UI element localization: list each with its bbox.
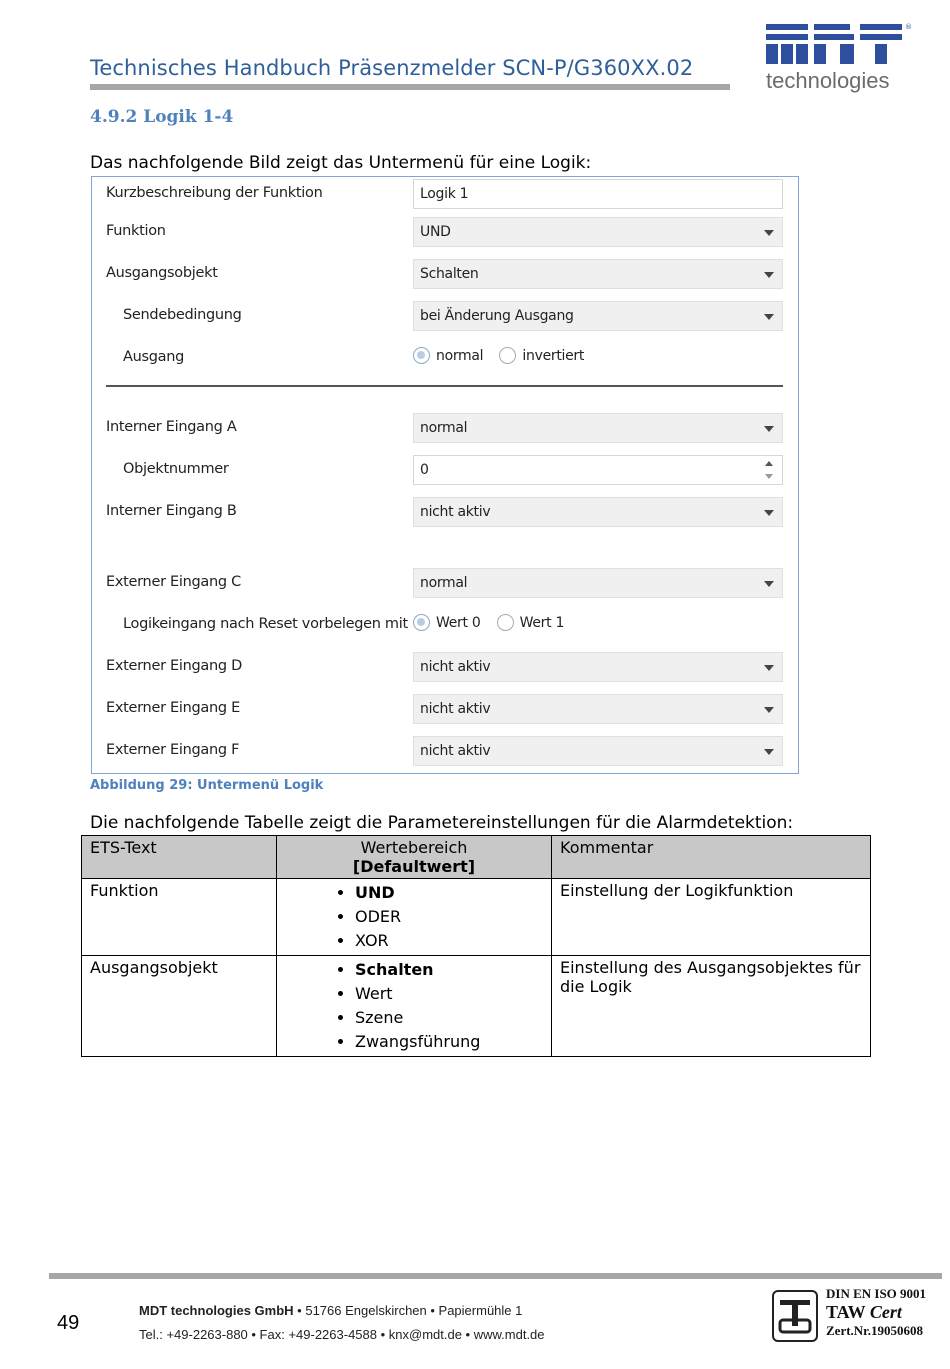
- field-value: nicht aktiv: [420, 701, 491, 717]
- spin-up-icon[interactable]: [765, 461, 773, 466]
- logic-submenu-screenshot: [91, 176, 799, 774]
- cert-line2: [826, 1302, 926, 1323]
- param-row: [92, 610, 798, 640]
- internal-input-a-select[interactable]: [413, 413, 783, 443]
- external-input-c-select[interactable]: [413, 568, 783, 598]
- send-condition-select[interactable]: [413, 301, 783, 331]
- cert-line1: DIN EN ISO 9001: [826, 1286, 927, 1301]
- field-value: Schalten: [420, 266, 479, 282]
- param-row: [92, 301, 798, 331]
- field-value: Logik 1: [420, 186, 469, 202]
- radio-value-1[interactable]: [497, 614, 514, 631]
- param-label: Ausgang: [123, 349, 185, 365]
- object-number-stepper[interactable]: [413, 455, 783, 485]
- param-label: Objektnummer: [123, 461, 229, 477]
- svg-text:®: ®: [905, 23, 912, 31]
- parameter-table: [81, 835, 871, 1057]
- param-row: [92, 694, 798, 724]
- chevron-down-icon: [764, 707, 774, 713]
- chevron-down-icon: [764, 749, 774, 755]
- list-item: • Schalten: [355, 958, 543, 982]
- cert-cert: Cert: [869, 1302, 902, 1322]
- radio-label: normal: [436, 347, 484, 364]
- chevron-down-icon: [764, 665, 774, 671]
- header-value-range-line2: [Defaultwert]: [352, 857, 476, 876]
- param-row: [92, 497, 798, 527]
- param-row: [92, 179, 798, 209]
- param-label: Funktion: [106, 223, 166, 239]
- field-value: normal: [420, 575, 468, 591]
- field-value: 0: [420, 462, 429, 478]
- radio-normal[interactable]: [413, 347, 430, 364]
- function-select[interactable]: [413, 217, 783, 247]
- header-value-range: [277, 836, 552, 879]
- field-value: UND: [420, 224, 451, 240]
- footer-company: MDT technologies GmbH: [139, 1303, 294, 1318]
- header-comment: Kommentar: [552, 836, 871, 879]
- param-row: [92, 217, 798, 247]
- chevron-down-icon: [764, 510, 774, 516]
- chevron-down-icon: [764, 581, 774, 587]
- table-header-row: [82, 836, 871, 879]
- document-title: Technisches Handbuch Präsenzmelder SCN-P/G360XX.02: [90, 56, 694, 80]
- field-value: nicht aktiv: [420, 659, 491, 675]
- intro-text: Das nachfolgende Bild zeigt das Untermenü für eine Logik:: [90, 153, 592, 173]
- param-label: Sendebedingung: [123, 307, 242, 323]
- param-row: [92, 568, 798, 598]
- param-label: Interner Eingang B: [106, 503, 237, 519]
- param-label: Interner Eingang A: [106, 419, 237, 435]
- list-item: • Wert: [355, 982, 543, 1006]
- chevron-down-icon: [764, 426, 774, 432]
- param-row: [92, 736, 798, 766]
- param-row: [92, 652, 798, 682]
- internal-input-b-select[interactable]: [413, 497, 783, 527]
- param-row: [92, 259, 798, 289]
- external-input-d-select[interactable]: [413, 652, 783, 682]
- param-label: Logikeingang nach Reset vorbelegen mit: [123, 616, 408, 632]
- radio-label: invertiert: [522, 347, 585, 364]
- radio-label: Wert 1: [519, 614, 565, 631]
- field-value: nicht aktiv: [420, 504, 491, 520]
- cell-ets-text: Funktion: [82, 879, 277, 956]
- cell-options: [277, 879, 552, 956]
- footer-contact: Tel.: +49-2263-880 • Fax: +49-2263-4588 • knx@mdt.de • www.mdt.de: [139, 1327, 545, 1342]
- header-ets-text: ETS-Text: [82, 836, 277, 879]
- cell-options: [277, 956, 552, 1057]
- logo-wordmark: technologies: [766, 68, 890, 93]
- footer-rule: [49, 1273, 942, 1279]
- cell-comment: Einstellung der Logikfunktion: [552, 879, 871, 956]
- taw-cert-logo-icon: [772, 1290, 818, 1342]
- list-item: • ODER: [355, 905, 543, 929]
- cell-comment: Einstellung des Ausgangsobjektes für die Logik: [552, 956, 871, 1057]
- list-item: • UND: [355, 881, 543, 905]
- chevron-down-icon: [764, 272, 774, 278]
- list-item: • Zwangsführung: [355, 1030, 543, 1054]
- page-number: 49: [57, 1312, 80, 1334]
- param-label: Ausgangsobjekt: [106, 265, 218, 281]
- radio-label: Wert 0: [436, 614, 481, 631]
- param-label: Externer Eingang D: [106, 658, 242, 674]
- param-label: Externer Eingang F: [106, 742, 240, 758]
- header-rule: [90, 84, 730, 90]
- cert-line3: Zert.Nr.19050608: [826, 1323, 924, 1338]
- param-row: [92, 343, 798, 373]
- field-value: nicht aktiv: [420, 743, 491, 759]
- table-row: [82, 956, 871, 1057]
- field-value: bei Änderung Ausgang: [420, 308, 574, 324]
- radio-value-0[interactable]: [413, 614, 430, 631]
- section-heading: 4.9.2 Logik 1-4: [90, 107, 234, 127]
- figure-caption: Abbildung 29: Untermenü Logik: [90, 778, 324, 793]
- reset-preset-radio-group: [413, 614, 576, 631]
- external-input-e-select[interactable]: [413, 694, 783, 724]
- footer-address-text: • 51766 Engelskirchen • Papiermühle 1: [293, 1303, 523, 1318]
- mdt-logo-icon: [764, 20, 912, 70]
- param-row: [92, 455, 798, 485]
- param-label: Externer Eingang C: [106, 574, 241, 590]
- external-input-f-select[interactable]: [413, 736, 783, 766]
- table-intro: Die nachfolgende Tabelle zeigt die Parametereinstellungen für die Alarmdetektion:: [90, 813, 794, 833]
- output-object-select[interactable]: [413, 259, 783, 289]
- param-label: Kurzbeschreibung der Funktion: [106, 185, 323, 201]
- param-row: [92, 413, 798, 443]
- chevron-down-icon: [764, 230, 774, 236]
- output-radio-group: [413, 347, 596, 364]
- certification-text: [826, 1286, 926, 1339]
- spin-down-icon[interactable]: [765, 474, 773, 479]
- divider: [106, 385, 783, 387]
- cell-ets-text: Ausgangsobjekt: [82, 956, 277, 1057]
- param-label: Externer Eingang E: [106, 700, 240, 716]
- short-description-input[interactable]: [413, 179, 783, 209]
- table-row: [82, 879, 871, 956]
- chevron-down-icon: [764, 314, 774, 320]
- field-value: normal: [420, 420, 468, 436]
- footer-address: [139, 1303, 522, 1318]
- list-item: • XOR: [355, 929, 543, 953]
- radio-inverted[interactable]: [499, 347, 516, 364]
- header-value-range-line1: Wertebereich: [360, 838, 468, 857]
- list-item: • Szene: [355, 1006, 543, 1030]
- cert-taw: TAW: [826, 1302, 866, 1322]
